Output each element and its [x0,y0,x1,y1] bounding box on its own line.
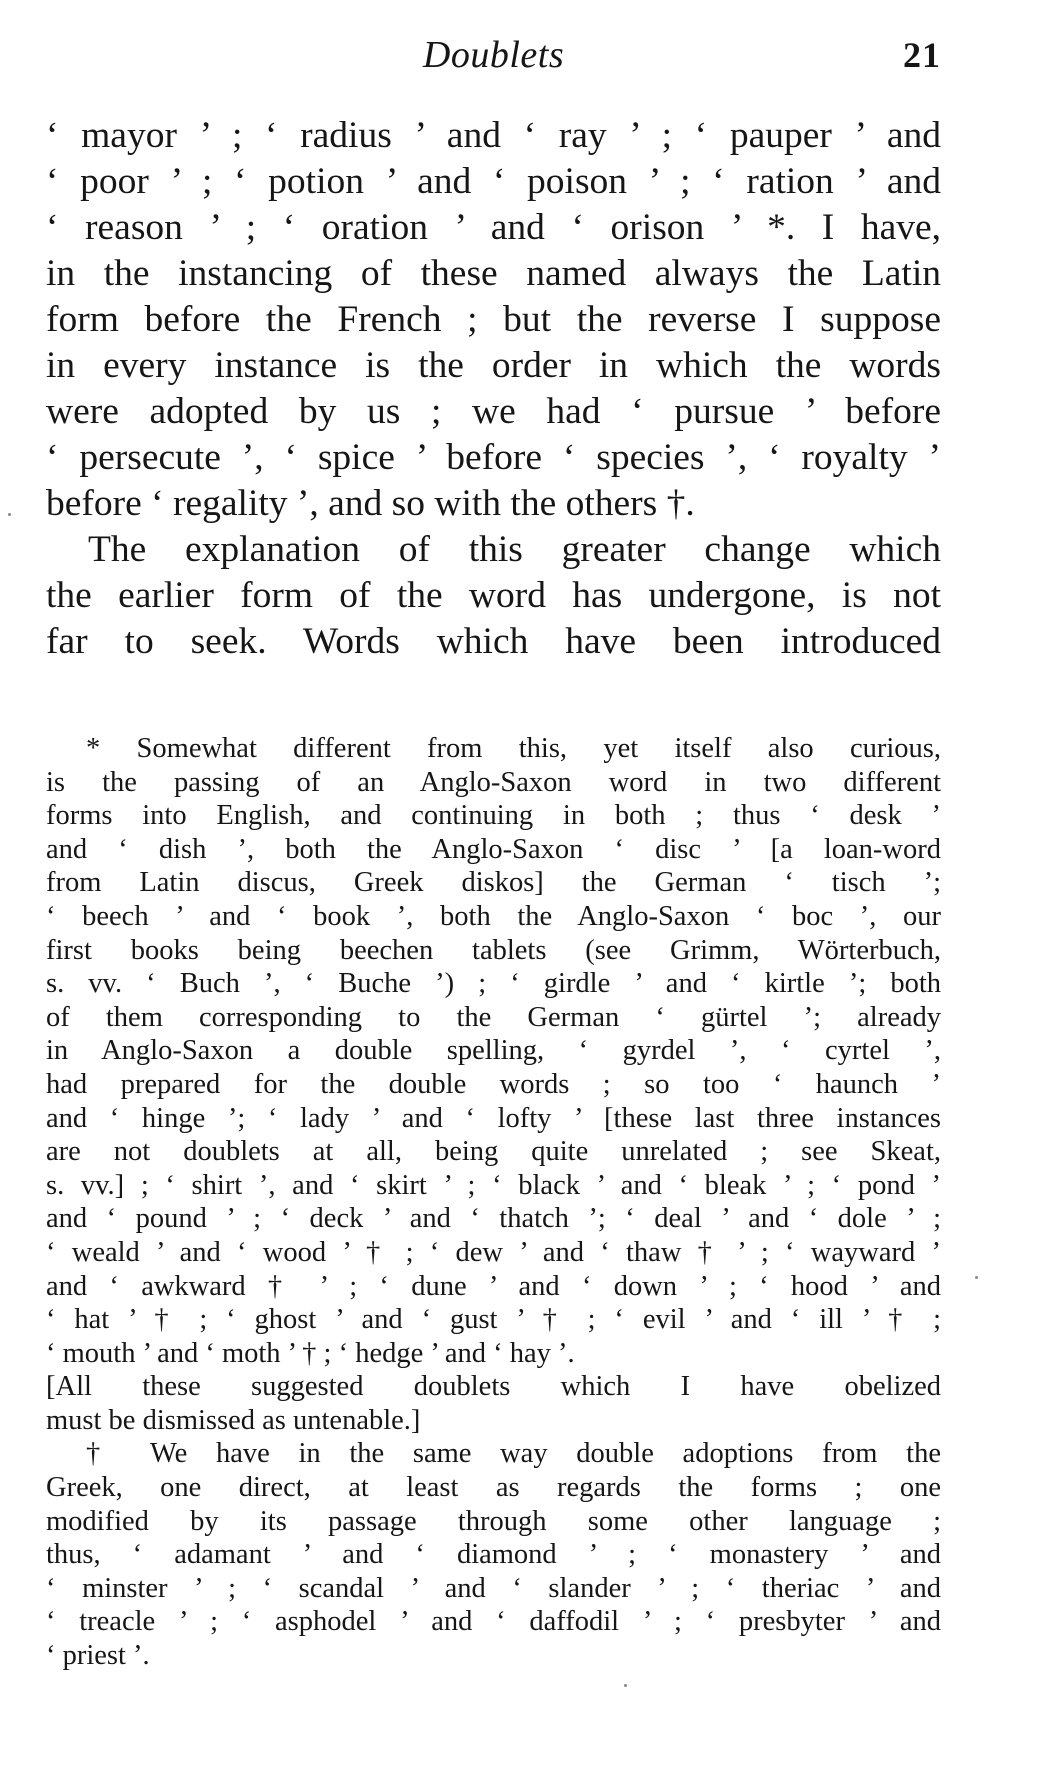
margin-speck [8,513,11,516]
body-line: the earlier form of the word has undergone, is not [46,575,941,616]
footnote-line: ‘ minster ’ ; ‘ scandal ’ and ‘ slander ’ ; ‘ theriac ’ and [46,1572,941,1604]
body-line: form before the French ; but the reverse I suppose [46,299,941,340]
footnote-line: is the passing of an Anglo-Saxon word in two different [46,766,941,798]
footnote-line: * Somewhat different from this, yet itself also curious, [86,733,941,764]
footnote-line: in Anglo-Saxon a double spelling, ‘ gyrdel ’, ‘ cyrtel ’, [46,1035,941,1067]
body-line: ‘ persecute ’, ‘ spice ’ before ‘ species ’, ‘ royalty ’ [46,437,941,478]
footnote-line: ‘ beech ’ and ‘ book ’, both the Anglo-Saxon ‘ boc ’, our [46,900,941,932]
footnote-line: are not doublets at all, being quite unrelated ; see Skeat, [46,1136,941,1168]
footnote-line: Greek, one direct, at least as regards the forms ; one [46,1472,941,1504]
footnote-line: ‘ weald ’ and ‘ wood ’ † ; ‘ dew ’ and ‘ thaw † ’ ; ‘ wayward ’ [46,1236,941,1268]
footnote-line: had prepared for the double words ; so too ‘ haunch ’ [46,1068,941,1100]
body-line: ‘ poor ’ ; ‘ potion ’ and ‘ poison ’ ; ‘ ration ’ and [46,161,941,202]
margin-speck [975,1276,978,1279]
footnote-line: ‘ priest ’. [46,1640,150,1672]
body-line: The explanation of this greater change which [88,529,941,570]
body-line: ‘ mayor ’ ; ‘ radius ’ and ‘ ray ’ ; ‘ pauper ’ and [46,115,941,156]
running-head [46,30,941,80]
footnote-line: forms into English, and continuing in both ; thus ‘ desk ’ [46,800,941,832]
body-line: in every instance is the order in which the words [46,345,941,386]
footnote-line: ‘ treacle ’ ; ‘ asphodel ’ and ‘ daffodil ’ ; ‘ presbyter ’ and [46,1606,941,1638]
footnote-line: and ‘ pound ’ ; ‘ deck ’ and ‘ thatch ’; ‘ deal ’ and ‘ dole ’ ; [46,1203,941,1235]
footnote-line: ‘ mouth ’ and ‘ moth ’ † ; ‘ hedge ’ and ‘ hay ’. [46,1337,575,1369]
body-line: were adopted by us ; we had ‘ pursue ’ before [46,391,941,432]
body-line: before ‘ regality ’, and so with the others †. [46,483,695,524]
footnote-line: and ‘ dish ’, both the Anglo-Saxon ‘ disc ’ [a loan-word [46,833,941,865]
body-line: in the instancing of these named always the Latin [46,253,941,294]
body-text [46,113,941,665]
footnote-line: modified by its passage through some other language ; [46,1505,941,1537]
body-line: ‘ reason ’ ; ‘ oration ’ and ‘ orison ’ *. I have, [46,207,941,248]
body-line: far to seek. Words which have been introduced [46,621,941,662]
footnotes [46,732,941,1673]
page-number: 21 [903,35,941,75]
footnote-line: must be dismissed as untenable.] [46,1404,421,1436]
footnote-line: s. vv.] ; ‘ shirt ’, and ‘ skirt ’ ; ‘ black ’ and ‘ bleak ’ ; ‘ pond ’ [46,1169,941,1201]
footnote-line: ‘ hat ’ † ; ‘ ghost ’ and ‘ gust ’ † ; ‘ evil ’ and ‘ ill ’ † ; [46,1304,941,1336]
footnote-line: s. vv. ‘ Buch ’, ‘ Buche ’) ; ‘ girdle ’ and ‘ kirtle ’; both [46,968,941,1000]
running-title: Doublets [422,34,565,76]
footnote-line: and ‘ awkward † ’ ; ‘ dune ’ and ‘ down ’ ; ‘ hood ’ and [46,1270,941,1302]
footnote-line: first books being beechen tablets (see Grimm, Wörterbuch, [46,934,941,966]
footnote-line: and ‘ hinge ’; ‘ lady ’ and ‘ lofty ’ [these last three instances [46,1102,941,1134]
footnote-line: thus, ‘ adamant ’ and ‘ diamond ’ ; ‘ monastery ’ and [46,1539,941,1571]
footnote-line: of them corresponding to the German ‘ gürtel ’; already [46,1001,941,1033]
margin-speck [624,1684,627,1687]
footnote-line: † We have in the same way double adoptions from the [86,1438,941,1470]
footnote-line: [All these suggested doublets which I have obelized [46,1371,941,1403]
footnote-line: from Latin discus, Greek diskos] the German ‘ tisch ’; [46,867,941,899]
